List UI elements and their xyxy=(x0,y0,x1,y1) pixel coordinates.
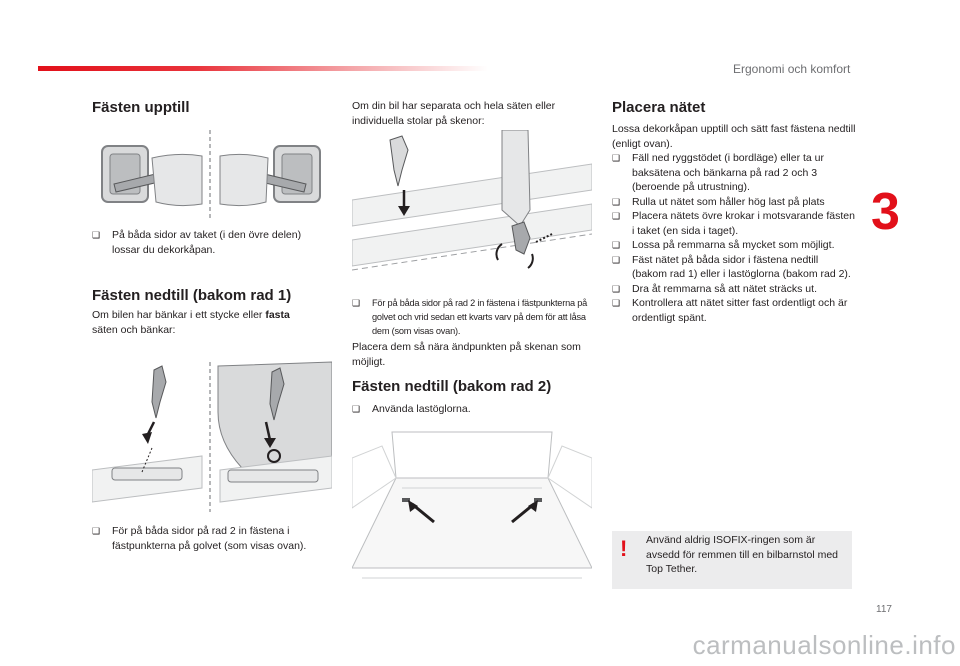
bullet-remove-trim xyxy=(92,228,324,257)
net-step xyxy=(612,151,856,195)
net-step xyxy=(612,195,856,210)
warning-text: Använd aldrig ISOFIX-ringen som är avsedd för remmen till en bilbarnstol med Top Tether. xyxy=(646,534,839,575)
header-accent-bar xyxy=(38,66,488,71)
net-step xyxy=(612,282,856,297)
intro-text-cont: säten och bänkar: xyxy=(92,323,176,336)
bullet-text: På båda sidor av taket (i den övre delen) lossar du dekorkåpan. xyxy=(112,229,302,256)
net-steps-list xyxy=(612,151,856,325)
watermark-text: carmanualsonline.info xyxy=(692,630,956,660)
chapter-title: Ergonomi och komfort xyxy=(733,62,851,76)
upper-mount-illustration xyxy=(92,128,332,220)
bullet-marker: ❑ xyxy=(352,404,361,414)
bullet-text: Fäst nätet på båda sidor i fästena nedtill (bakom rad 1) eller i lastöglorna (bakom rad 2). xyxy=(632,253,851,280)
bullet-marker: ❑ xyxy=(612,240,621,250)
net-step xyxy=(612,238,856,253)
bullet-marker: ❑ xyxy=(92,526,101,536)
cargo-rings-illustration xyxy=(352,428,592,590)
bullet-text: Placera nätets övre krokar i motsvarande fästen i taket (en sida i taget). xyxy=(632,210,855,237)
bullet-marker: ❑ xyxy=(92,230,101,240)
bullet-marker: ❑ xyxy=(612,153,621,163)
bullet-rotate-quarter xyxy=(352,296,592,338)
bullet-use-cargo-rings xyxy=(352,402,592,417)
bullet-marker: ❑ xyxy=(612,254,621,265)
bullet-marker: ❑ xyxy=(612,283,621,294)
bullet-text: Dra åt remmarna så att nätet sträcks ut. xyxy=(632,282,817,295)
heading-place-net: Placera nätet xyxy=(612,99,706,116)
page-number: 117 xyxy=(876,604,892,615)
bullet-text: Rulla ut nätet som håller hög last på plats xyxy=(632,195,825,208)
net-step xyxy=(612,209,856,238)
rail-mount-illustration xyxy=(352,130,592,290)
bullet-text: För på båda sidor på rad 2 in fästena i fästpunkterna på golvet och vrid sedan ett kvarts varv på dem för att låsa dem (som visas ovan). xyxy=(372,298,588,336)
bullet-marker: ❑ xyxy=(612,211,621,221)
bullet-text: För på båda sidor på rad 2 in fästena i fästpunkterna på golvet (som visas ovan). xyxy=(112,525,307,552)
watermark xyxy=(0,630,960,661)
intro-separate-seats: Om din bil har separata och hela säten eller individuella stolar på skenor: xyxy=(352,100,556,127)
heading-upper-mounts: Fästen upptill xyxy=(92,99,190,116)
bullet-marker: ❑ xyxy=(612,196,621,207)
warning-icon: ! xyxy=(620,536,628,561)
bullet-insert-row2 xyxy=(92,524,324,553)
bullet-text: Fäll ned ryggstödet (i bordläge) eller ta ur baksätena och bänkarna på rad 2 och 3 (beroende på utrustning). xyxy=(632,152,825,193)
net-step xyxy=(612,296,856,325)
bullet-text: Använda lastöglorna. xyxy=(372,403,471,415)
heading-lower-mounts-row1: Fästen nedtill (bakom rad 1) xyxy=(92,287,292,304)
para-place-near-end: Placera dem så nära ändpunkten på skenan som möjligt. xyxy=(352,341,581,368)
bullet-marker: ❑ xyxy=(352,298,360,308)
intro-text: Om bilen har bänkar i ett stycke eller xyxy=(92,309,266,321)
net-step xyxy=(612,253,856,282)
intro-bold: fasta xyxy=(265,309,290,321)
bullet-text: Kontrollera att nätet sitter fast ordentligt och är ordentligt spänt. xyxy=(632,297,848,324)
bullet-marker: ❑ xyxy=(612,298,621,308)
chapter-number: 3 xyxy=(871,183,900,241)
bullet-text: Lossa på remmarna så mycket som möjligt. xyxy=(632,239,835,251)
lower-mount-row1-illustration xyxy=(92,352,332,516)
intro-place-net: Lossa dekorkåpan upptill och sätt fast fästena nedtill (enligt ovan). xyxy=(612,123,856,150)
intro-bench-seats xyxy=(92,308,324,337)
heading-lower-mounts-row2: Fästen nedtill (bakom rad 2) xyxy=(352,378,552,395)
